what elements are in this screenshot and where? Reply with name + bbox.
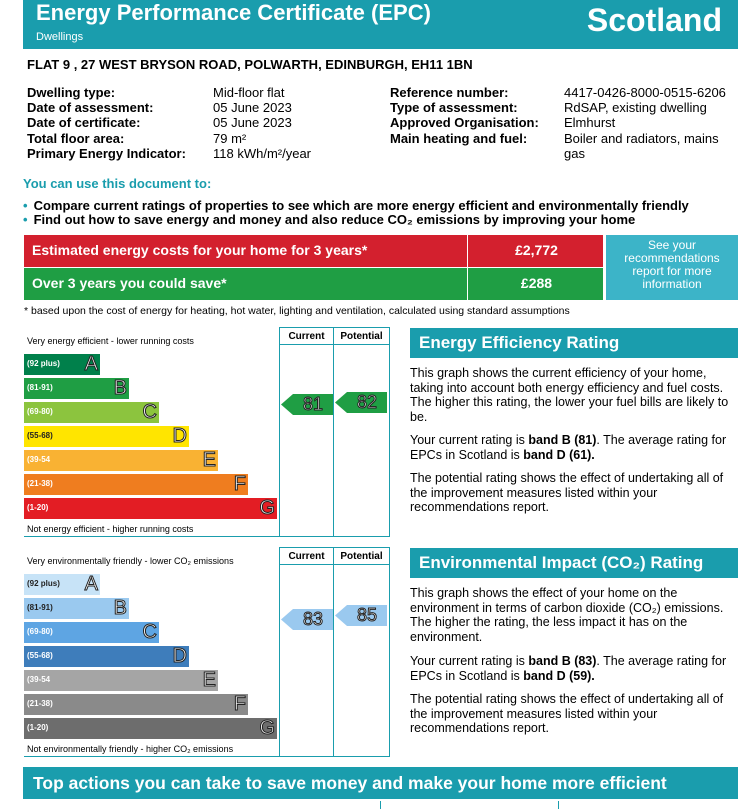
savings-value: £288 xyxy=(520,275,553,291)
ee-band-range: (39-54 xyxy=(27,455,51,464)
ee-band-range: (69-80) xyxy=(27,407,53,416)
top-actions-heading: Top actions you can take to save money and make your home more efficient xyxy=(23,767,738,799)
ei-band-c xyxy=(24,622,159,643)
ee-current-arrow xyxy=(281,394,333,415)
ee-paragraph-1: This graph shows the current efficiency of your home, taking into account both energy efficiency and fuel costs. The higher this rating, the lower your fuel bills are likely to be. xyxy=(410,366,729,424)
ee-potential-arrow xyxy=(335,392,387,413)
ee-band-a xyxy=(24,354,100,375)
ei-band-f xyxy=(24,694,248,715)
ei-band-letter: G xyxy=(259,717,275,739)
ee-rating-heading: Energy Efficiency Rating xyxy=(410,328,738,358)
use-bullet-2: • Find out how to save energy and money and also reduce CO₂ emissions by improving your home xyxy=(23,212,636,227)
ee-band-e xyxy=(24,450,218,471)
organisation-label: Approved Organisation: xyxy=(390,115,539,130)
certificate-date-label: Date of certificate: xyxy=(27,115,141,130)
ee-band-b xyxy=(24,378,129,399)
ei-current-header: Current xyxy=(288,551,325,562)
ei-band-letter: A xyxy=(84,573,98,595)
ee-top-label: Very energy efficient - lower running costs xyxy=(27,336,194,346)
ei-bottom-label: Not environmentally friendly - higher CO₂ emissions xyxy=(27,744,234,754)
ei-current-value: 83 xyxy=(302,609,324,630)
property-address: FLAT 9 , 27 WEST BRYSON ROAD, POLWARTH, EDINBURGH, EH11 1BN xyxy=(27,57,473,72)
ee-band-c xyxy=(24,402,159,423)
ei-band-letter: F xyxy=(233,693,246,715)
ee-potential-header: Potential xyxy=(340,331,383,342)
ee-band-g xyxy=(24,498,277,519)
use-heading: You can use this document to: xyxy=(23,176,212,191)
ee-band-range: (21-38) xyxy=(27,479,53,488)
heating-label: Main heating and fuel: xyxy=(390,131,528,146)
heating-value: Boiler and radiators, mains xyxy=(564,131,719,146)
primary-energy-value: 118 kWh/m²/year xyxy=(213,146,312,161)
ee-current-value: 81 xyxy=(302,393,324,414)
certificate-date-value: 05 June 2023 xyxy=(213,115,292,130)
ei-band-letter: D xyxy=(172,645,187,667)
ee-band-letter: E xyxy=(202,449,216,471)
page-subtitle: Dwellings xyxy=(36,31,84,43)
ei-band-letter: C xyxy=(142,621,157,643)
ee-band-range: (92 plus) xyxy=(27,359,60,368)
estimated-costs-bar xyxy=(24,235,603,267)
estimated-costs-label: Estimated energy costs for your home for 3 years* xyxy=(32,242,368,258)
ei-band-range: (55-68) xyxy=(27,651,53,660)
assessment-date-value: 05 June 2023 xyxy=(213,100,292,115)
ee-band-d xyxy=(24,426,189,447)
dwelling-type-value: Mid-floor flat xyxy=(213,85,285,100)
ei-potential-value: 85 xyxy=(356,605,378,626)
cost-note: * based upon the cost of energy for heating, hot water, lighting and ventilation, calculated using standard assumptions xyxy=(24,305,570,317)
organisation-value: Elmhurst xyxy=(564,115,616,130)
ee-band-range: (55-68) xyxy=(27,431,53,440)
country-label: Scotland xyxy=(586,2,722,38)
reference-label: Reference number: xyxy=(390,85,509,100)
ee-paragraph-3: The potential rating shows the effect of undertaking all of the improvement measures listed within your recommendations report. xyxy=(410,471,724,514)
ei-rating-heading: Environmental Impact (CO₂) Rating xyxy=(410,548,738,578)
heating-value-line2: gas xyxy=(564,146,585,161)
ei-potential-arrow xyxy=(335,605,387,626)
floor-area-value: 79 m² xyxy=(213,131,247,146)
ee-band-letter: G xyxy=(259,497,275,519)
ee-band-range: (1-20) xyxy=(27,503,49,512)
ei-band-b xyxy=(24,598,129,619)
see-recommendations-box: See your recommendations report for more information xyxy=(606,235,738,300)
assessment-type-label: Type of assessment: xyxy=(390,100,518,115)
ei-band-a xyxy=(24,574,100,595)
ee-band-letter: F xyxy=(233,473,246,495)
ee-band-f xyxy=(24,474,248,495)
ei-band-g xyxy=(24,718,277,739)
estimated-costs-value: £2,772 xyxy=(515,242,558,258)
ei-band-range: (69-80) xyxy=(27,627,53,636)
page-title: Energy Performance Certificate (EPC) xyxy=(36,0,431,25)
ee-bottom-label: Not energy efficient - higher running costs xyxy=(27,524,194,534)
floor-area-label: Total floor area: xyxy=(27,131,125,146)
ei-band-range: (21-38) xyxy=(27,699,53,708)
ei-current-arrow xyxy=(281,609,333,630)
ei-band-letter: E xyxy=(202,669,216,691)
reference-value: 4417-0426-8000-0515-6206 xyxy=(564,85,726,100)
ee-band-range: (81-91) xyxy=(27,383,53,392)
ei-band-range: (1-20) xyxy=(27,723,49,732)
assessment-date-label: Date of assessment: xyxy=(27,100,154,115)
header-bar xyxy=(23,0,738,49)
primary-energy-label: Primary Energy Indicator: xyxy=(27,146,186,161)
ee-band-letter: D xyxy=(172,425,187,447)
ee-current-header: Current xyxy=(288,331,325,342)
ee-paragraph-2: Your current rating is band B (81). The average rating for EPCs in Scotland is band D (61). xyxy=(410,433,727,462)
ee-band-letter: B xyxy=(113,377,127,399)
ee-band-letter: C xyxy=(142,401,157,423)
ee-potential-value: 82 xyxy=(356,391,378,412)
use-bullet-1: • Compare current ratings of properties to see which are more energy efficient and environmentally friendly xyxy=(23,198,689,213)
ei-band-range: (81-91) xyxy=(27,603,53,612)
ee-band-letter: A xyxy=(84,353,98,375)
ei-paragraph-1: This graph shows the effect of your home on the environment in terms of carbon dioxide (CO₂) emissions. The higher the rating, the less impact it has on the environment. xyxy=(410,586,724,644)
assessment-type-value: RdSAP, existing dwelling xyxy=(564,100,707,115)
ei-top-label: Very environmentally friendly - lower CO₂ emissions xyxy=(27,556,234,566)
dwelling-type-label: Dwelling type: xyxy=(27,85,116,100)
ei-potential-header: Potential xyxy=(340,551,383,562)
ei-band-range: (92 plus) xyxy=(27,579,60,588)
ei-band-d xyxy=(24,646,189,667)
ei-band-letter: B xyxy=(113,597,127,619)
ei-paragraph-3: The potential rating shows the effect of undertaking all of the improvement measures listed within your recommendations report. xyxy=(410,692,724,735)
ei-paragraph-2: Your current rating is band B (83). The average rating for EPCs in Scotland is band D (59). xyxy=(410,654,727,683)
ei-band-range: (39-54 xyxy=(27,675,51,684)
ei-band-e xyxy=(24,670,218,691)
savings-label: Over 3 years you could save* xyxy=(32,275,227,291)
savings-bar xyxy=(24,268,603,300)
